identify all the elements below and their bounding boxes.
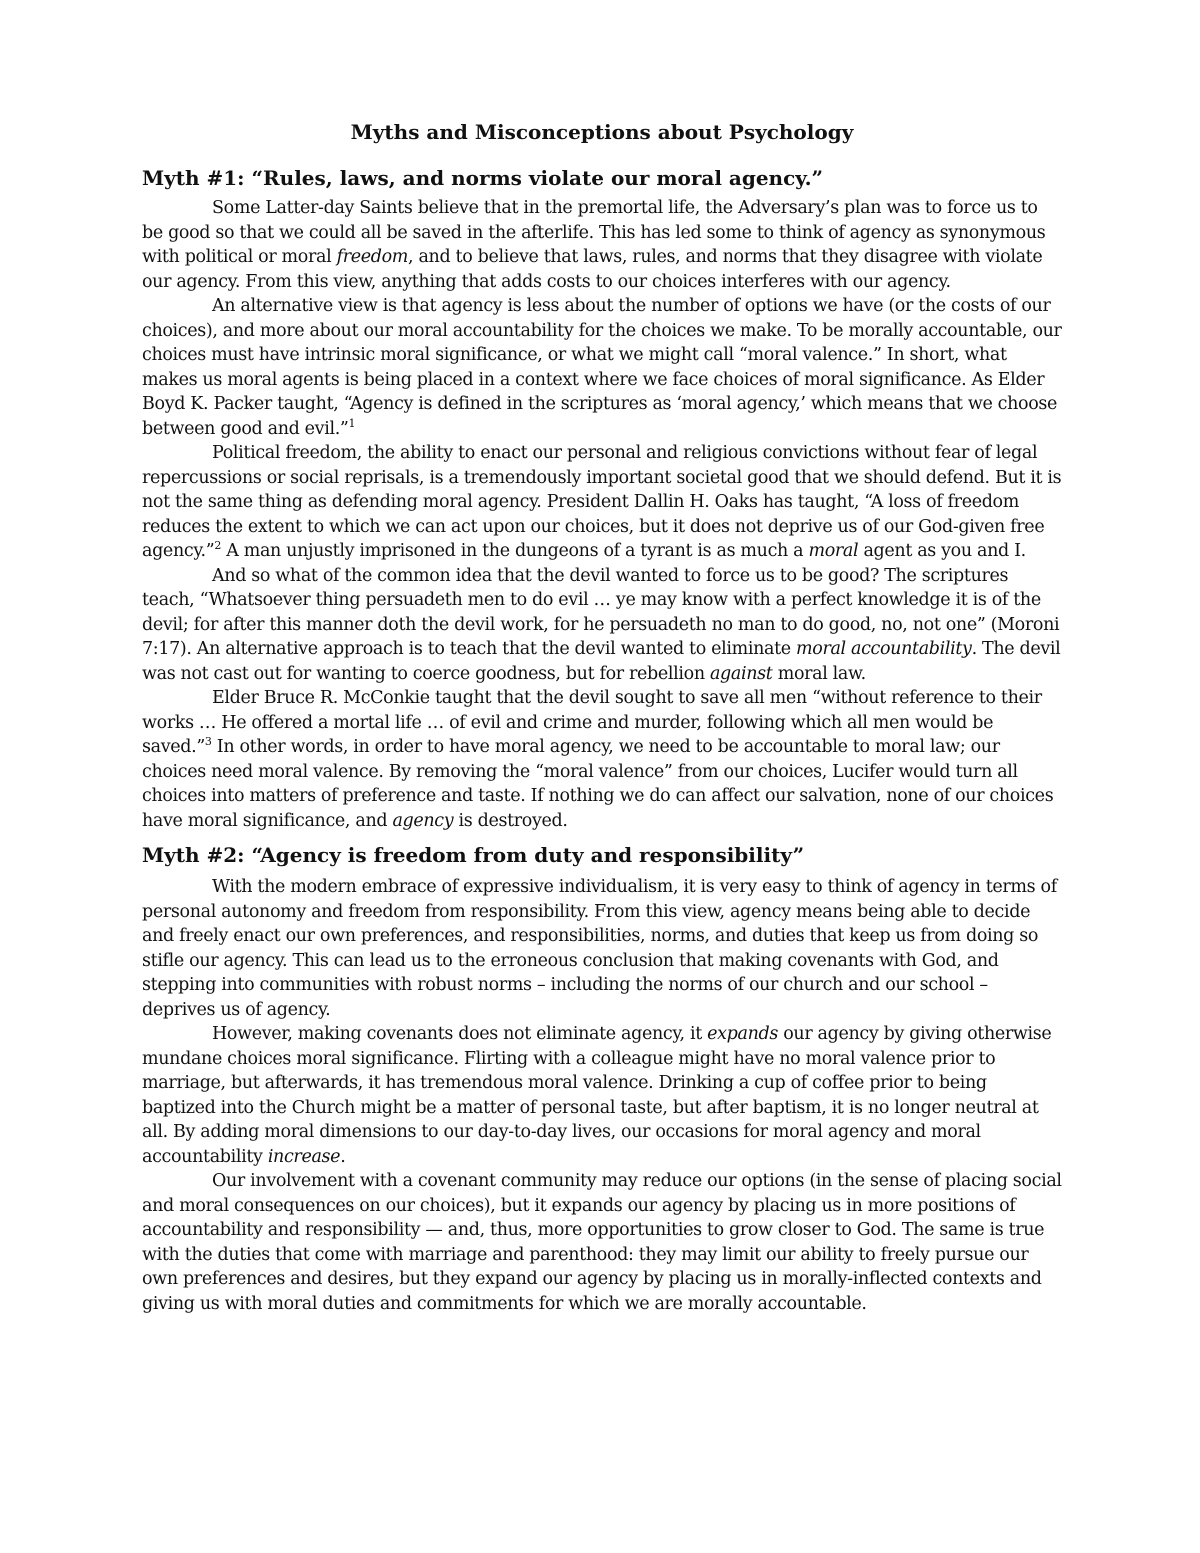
myth-1-paragraph-1: Some Latter-day Saints believe that in the premortal life, the Adversary’s plan was to force us to be good so that we could all be saved in the afterlife. This has led some to think of agency as synonymous with political or moral freedom, and to believe that laws, rules, and norms that they disagree with violate our agency. From this view, anything that adds costs to our choices interferes with our agency. <box>142 198 1046 292</box>
emphasis-against: against <box>709 663 773 684</box>
myth-1-paragraph-4: And so what of the common idea that the devil wanted to force us to be good? The scriptures teach, “Whatsoever thing persuadeth men to do evil … ye may know with a perfect knowledge it is of the devil; for after this manner doth the devil work, for he persuadeth no man to do good, no, not one” (Moroni 7:17). An alternative approach is to teach that the devil wanted to eliminate moral accountability. The devil was not cast out for wanting to coerce goodness, but for rebellion against moral law. <box>142 565 1061 684</box>
emphasis-freedom: freedom <box>336 247 409 267</box>
emphasis-expands: expands <box>707 1024 778 1044</box>
emphasis-increase: increase <box>267 1146 341 1167</box>
myth-1-paragraph-2: An alternative view is that agency is less about the number of options we have (or the costs of our choices), and more about our moral accountability for the choices we make. To be morally accountable, our choices must have intrinsic moral significance, or what we might call “moral valence.” In short, what makes us moral agents is being placed in a context where we face choices of moral significance. As Elder Boyd K. Packer taught, “Agency is defined in the scriptures as ‘moral agency,’ which means that we choose between good and evil.”$^1$ <box>142 296 1062 439</box>
myth-2-paragraph-3: Our involvement with a covenant community may reduce our options (in the sense of placing social and moral consequences on our choices), but it expands our agency by placing us in more positions of accountability and responsibility — and, thus, more opportunities to grow closer to God. The same is true with the duties that come with marriage and parenthood: they may limit our ability to freely pursue our own preferences and desires, but they expand our agency by placing us in morally-inflected contexts and giving us with moral duties and commitments for which we are morally accountable. <box>142 1171 1062 1314</box>
myth-2-heading: Myth #2: “Agency is freedom from duty and responsibility” <box>142 843 805 867</box>
myth-2-section <box>142 841 1062 1316</box>
myth-1-paragraph-3: Political freedom, the ability to enact our personal and religious convictions without fear of legal repercussions or social reprisals, is a tremendously important societal good that we should defend. But it is not the same thing as defending moral agency. President Dallin H. Oaks has taught, “A loss of freedom reduces the extent to which we can act upon our choices, but it does not deprive us of our God-given free agency.”$^2$ A man unjustly imprisoned in the dungeons of a tyrant is as much a moral agent as you and I. <box>142 443 1062 561</box>
myth-2-paragraph-2: However, making covenants does not eliminate agency, it expands our agency by giving otherwise mundane choices moral significance. Flirting with a colleague might have no moral valence prior to marriage, but afterwards, it has tremendous moral valence. Drinking a cup of coffee prior to being baptized into the Church might be a matter of personal taste, but after baptism, it is no longer neutral at all. By adding moral dimensions to our day-to-day lives, our occasions for moral agency and moral accountability increase. <box>142 1024 1052 1167</box>
myth-1-heading: Myth #1: “Rules, laws, and norms violate our moral agency.” <box>142 166 824 190</box>
document-page <box>142 118 1062 1316</box>
footnote-ref-2: 2 <box>214 539 221 553</box>
emphasis-moral: moral <box>808 541 859 561</box>
footnote-ref-3: 3 <box>204 735 212 749</box>
footnote-ref-1: 1 <box>348 416 356 430</box>
emphasis-moral-accountability: moral accountability <box>796 639 972 659</box>
myth-1-paragraph-5: Elder Bruce R. McConkie taught that the devil sought to save all men “without reference to their works … He offered a mortal life … of evil and crime and murder, following which all men would be saved.”$^3$ In other words, in order to have moral agency, we need to be accountable to moral law; our choices need moral valence. By removing the “moral valence” from our choices, Lucifer would turn all choices into matters of preference and taste. If nothing we do can affect our salvation, none of our choices have moral significance, and agency is destroyed. <box>142 688 1054 831</box>
myth-1-section <box>142 164 1062 833</box>
emphasis-agency: agency <box>392 810 454 831</box>
myth-2-paragraph-1: With the modern embrace of expressive individualism, it is very easy to think of agency in terms of personal autonomy and freedom from responsibility. From this view, agency means being able to decide and freely enact our own preferences, and responsibilities, norms, and duties that keep us from doing so stifle our agency. This can lead us to the erroneous conclusion that making covenants with God, and stepping into communities with robust norms – including the norms of our church and our school – deprives us of agency. <box>142 877 1057 1020</box>
page-title: Myths and Misconceptions about Psychology <box>350 120 854 144</box>
